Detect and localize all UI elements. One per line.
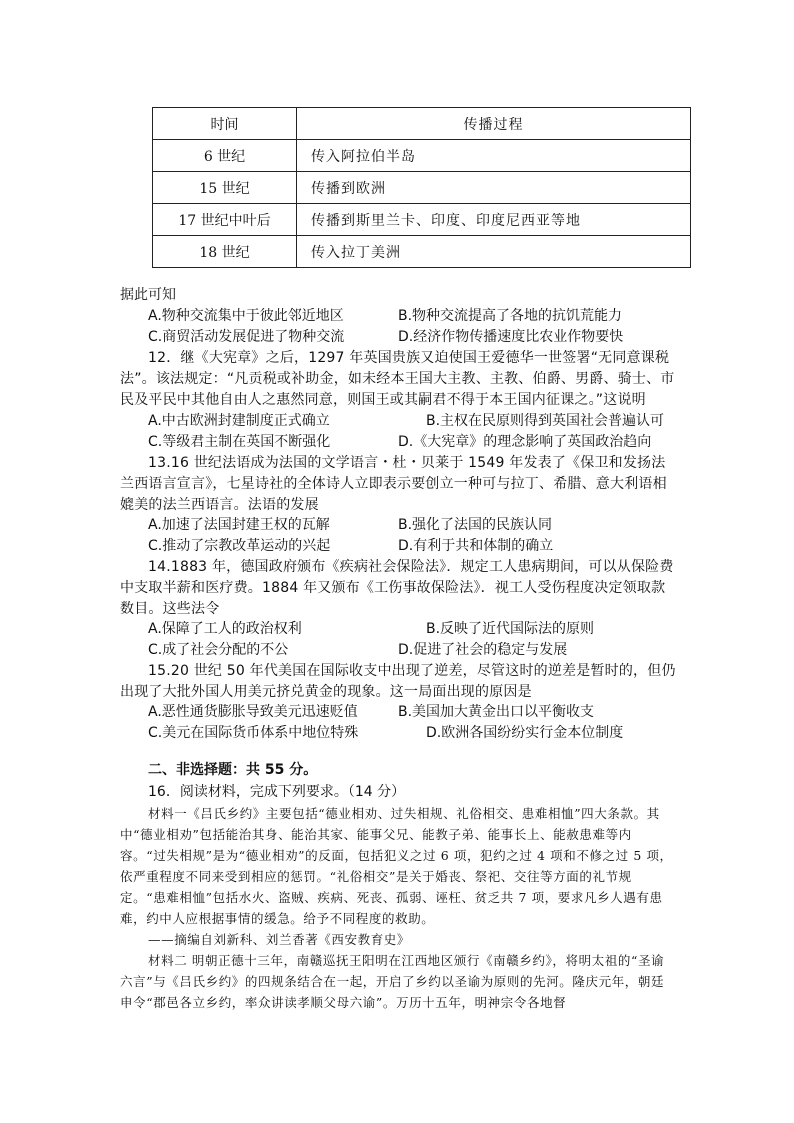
material-2: 材料二 明朝正德十三年，南赣巡抚王阳明在江西地区颁行《南赣乡约》，将明太祖的“圣谕六言”与《吕氏乡约》的四规条结合在一起，开启了乡约以圣谕为原则的先河。隆庆元年，朝廷申令“郡邑各立乡约，率众讲读孝顺父母六谕”。万历十五年，明神宗令各地督 <box>120 953 665 1010</box>
material-1: 材料一《吕氏乡约》主要包括“德业相劝、过失相规、礼俗相交、患难相恤”四大条款。其中“德业相劝”包括能治其身、能治其家、能事父兄、能教子弟、能事长上、能赦患难等内容。“过失相规”是为“德业相劝”的反面，包括犯义之过 6 项，犯约之过 4 项和不修之过 5 项，依严重程度不同来受到相应的惩罚。“礼俗相交”是关于婚丧、祭祀、交往等方面的礼节规定。“患难相恤”包括水火、盗贼、疾病、死丧、孤弱、诬枉、贫乏共 7 项，要求凡乡人遇有患难，约中人应根据事情的缓急。给予不同程度的救助。 <box>120 806 673 926</box>
header-time: 时间 <box>153 108 297 140</box>
table-row <box>153 172 691 204</box>
cell-time: 15 世纪 <box>153 172 297 204</box>
q14-option-b[interactable]: B.反映了近代国际法的原则 <box>426 621 595 637</box>
q15-option-a[interactable]: A.恶性通货膨胀导致美元迅速贬值 <box>148 704 358 720</box>
table-row <box>153 236 691 268</box>
cell-time: 6 世纪 <box>153 140 297 172</box>
q11-option-d[interactable]: D.经济作物传播速度比农业作物要快 <box>398 329 624 345</box>
material-1-source: ——摘编自刘新科、刘兰香著《西安教育史》 <box>148 932 411 947</box>
q11-option-a[interactable]: A.物种交流集中于彼此邻近地区 <box>148 308 344 324</box>
cell-process: 传播到欧洲 <box>297 172 691 204</box>
q13-option-b[interactable]: B.强化了法国的民族认同 <box>398 517 553 533</box>
q15-stem: 15.20 世纪 50 年代美国在国际收支中出现了逆差，尽管这时的逆差是暂时的，但仍出现了大批外国人用美元挤兑黄金的现象。这一局面出现的原因是 <box>120 663 676 700</box>
cell-time: 18 世纪 <box>153 236 297 268</box>
spread-table <box>152 107 691 268</box>
q14-option-d[interactable]: D.促进了社会的稳定与发展 <box>398 642 568 658</box>
table-row <box>153 204 691 236</box>
q12-option-c[interactable]: C.等级君主制在英国不断强化 <box>148 434 331 450</box>
q14-stem: 14.1883 年，德国政府颁布《疾病社会保险法》．规定工人患病期间，可以从保险费中支取半薪和医疗费。1884 年又颁布《工伤事故保险法》．视工人受伤程度决定领取款数目。这些法令 <box>120 559 674 617</box>
header-process: 传播过程 <box>297 108 691 140</box>
q12-stem: 12．继《大宪章》之后，1297 年英国贵族又迫使国王爱德华一世签署“无同意课税法”。该法规定：“凡贡税或补助金，如未经本王国大主教、主教、伯爵、男爵、骑士、市民及平民中其他自由人之惠然同意，则国王或其嗣君不得于本王国内征课之。”这说明 <box>120 350 675 408</box>
q11-option-c[interactable]: C.商贸活动发展促进了物种交流 <box>148 329 345 345</box>
q13-option-d[interactable]: D.有利于共和体制的确立 <box>398 538 554 554</box>
q13-option-c[interactable]: C.推动了宗教改革运动的兴起 <box>148 538 331 554</box>
q12-option-b[interactable]: B.主权在民原则得到英国社会普遍认可 <box>426 413 665 429</box>
cell-process: 传播到斯里兰卡、印度、印度尼西亚等地 <box>297 204 691 236</box>
section-title: 二、非选择题：共 55 分。 <box>148 762 318 778</box>
q15-option-c[interactable]: C.美元在国际货币体系中地位特殊 <box>148 725 359 741</box>
cell-process: 传入阿拉伯半岛 <box>297 140 691 172</box>
q12-option-a[interactable]: A.中古欧洲封建制度正式确立 <box>148 413 330 429</box>
cell-time: 17 世纪中叶后 <box>153 204 297 236</box>
q14-option-a[interactable]: A.保障了工人的政治权利 <box>148 621 302 637</box>
q15-option-d[interactable]: D.欧洲各国纷纷实行金本位制度 <box>426 725 624 741</box>
q11-option-b[interactable]: B.物种交流提高了各地的抗饥荒能力 <box>398 308 623 324</box>
table-header-row <box>153 108 691 140</box>
q11-stem-tail: 据此可知 <box>120 287 176 303</box>
q13-stem: 13.16 世纪法语成为法国的文学语言・杜・贝莱于 1549 年发表了《保卫和发扬法兰西语言宣言》，七星诗社的全体诗人立即表示要创立一种可与拉丁、希腊、意大利语相媲美的法兰西语言。法语的发展 <box>120 455 667 513</box>
q14-option-c[interactable]: C.成了社会分配的不公 <box>148 642 289 658</box>
cell-process: 传入拉丁美洲 <box>297 236 691 268</box>
q15-option-b[interactable]: B.美国加大黄金出口以平衡收支 <box>398 704 595 720</box>
q13-option-a[interactable]: A.加速了法国封建王权的瓦解 <box>148 517 330 533</box>
q16-intro: 16．阅读材料，完成下列要求。（14 分） <box>148 784 406 800</box>
q12-option-d[interactable]: D.《大宪章》的理念影响了英国政治趋向 <box>398 434 652 450</box>
table-row <box>153 140 691 172</box>
